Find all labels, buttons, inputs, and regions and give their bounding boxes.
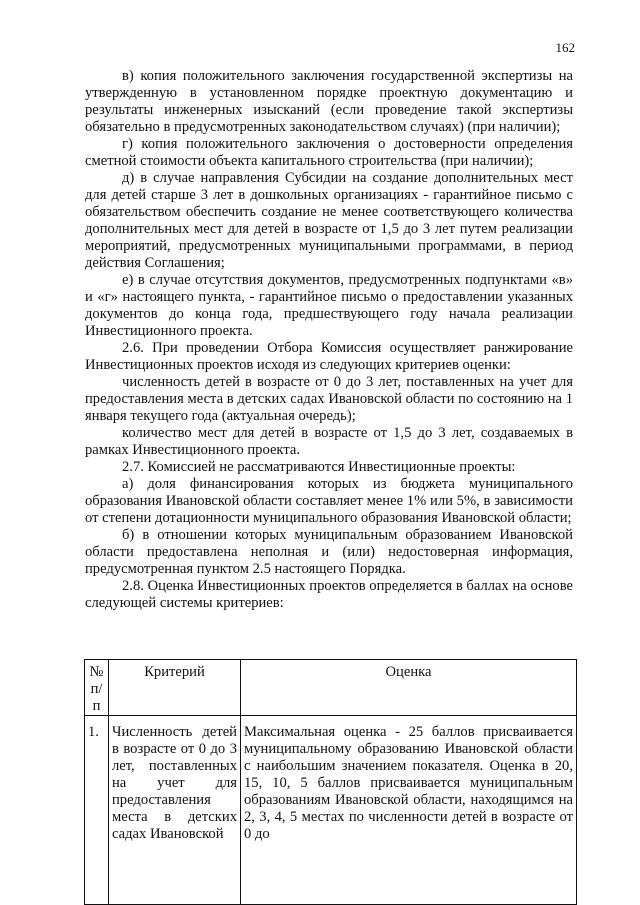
row-number: 1. (85, 716, 109, 905)
paragraph-2-7-b: б) в отношении которых муниципальным образованием Ивановской области предоставлена неполная и (или) недостоверная информация, предусмотренная пунктом 2.5 настоящего Порядка. (85, 527, 573, 577)
criterion-children-count: численность детей в возрасте от 0 до 3 лет, поставленных на учет для предоставления места в детских садах Ивановской области по состоянию на 1 января текущего года (актуальная очередь); (85, 374, 573, 424)
table-header-row (85, 660, 577, 716)
header-assessment: Оценка (241, 660, 577, 716)
paragraph-g: г) копия положительного заключения о достоверности определения сметной стоимости объекта капитального строительства (при наличии); (85, 136, 573, 169)
criteria-table (84, 659, 577, 905)
header-number: № п/п (85, 660, 109, 716)
paragraph-2-7-a: а) доля финансирования которых из бюджета муниципального образования Ивановской области составляет менее 1% или 5%, в зависимости от степени дотационности муниципального образования Ивановской области; (85, 476, 573, 526)
paragraph-e: е) в случае отсутствия документов, предусмотренных подпунктами «в» и «г» настоящего пункта, - гарантийное письмо о предоставлении указанных документов до конца года, предшествующего году начала реализации Инвестиционного проекта. (85, 272, 573, 339)
criterion-places-count: количество мест для детей в возрасте от 1,5 до 3 лет, создаваемых в рамках Инвестиционного проекта. (85, 425, 573, 458)
row-assessment: Максимальная оценка - 25 баллов присваивается муниципальному образованию Ивановской области с наибольшим значением показателя. Оценка в 20, 15, 10, 5 баллов присваивается муниципальным образованиям Ивановской области, находящимся на 2, 3, 4, 5 местах по численности детей в возрасте от 0 до (241, 716, 577, 905)
paragraph-2-7: 2.7. Комиссией не рассматриваются Инвестиционные проекты: (122, 459, 516, 475)
paragraph-v: в) копия положительного заключения государственной экспертизы на утвержденную в установленном порядке проектную документацию и результаты инженерных изысканий (если проведение такой экспертизы обязательно в предусмотренных законодательством случаях) (при наличии); (85, 68, 573, 135)
paragraph-2-6: 2.6. При проведении Отбора Комиссия осуществляет ранжирование Инвестиционных проектов исходя из следующих критериев оценки: (85, 340, 573, 373)
table-row (85, 716, 577, 905)
header-criterion: Критерий (109, 660, 241, 716)
paragraph-2-8: 2.8. Оценка Инвестиционных проектов определяется в баллах на основе следующей системы критериев: (85, 578, 573, 611)
document-body (85, 68, 573, 612)
paragraph-d: д) в случае направления Субсидии на создание дополнительных мест для детей старше 3 лет в дошкольных организациях - гарантийное письмо с обязательством обеспечить создание не менее соответствующего количества дополнительных мест для детей в возрасте от 1,5 до 3 лет путем реализации мероприятий, предусмотренных муниципальными программами, в период действия Соглашения; (85, 170, 573, 271)
row-criterion: Численность детей в возрасте от 0 до 3 лет, поставленных на учет для предоставления места в детских садах Ивановской (109, 716, 241, 905)
page-number: 162 (555, 40, 575, 55)
